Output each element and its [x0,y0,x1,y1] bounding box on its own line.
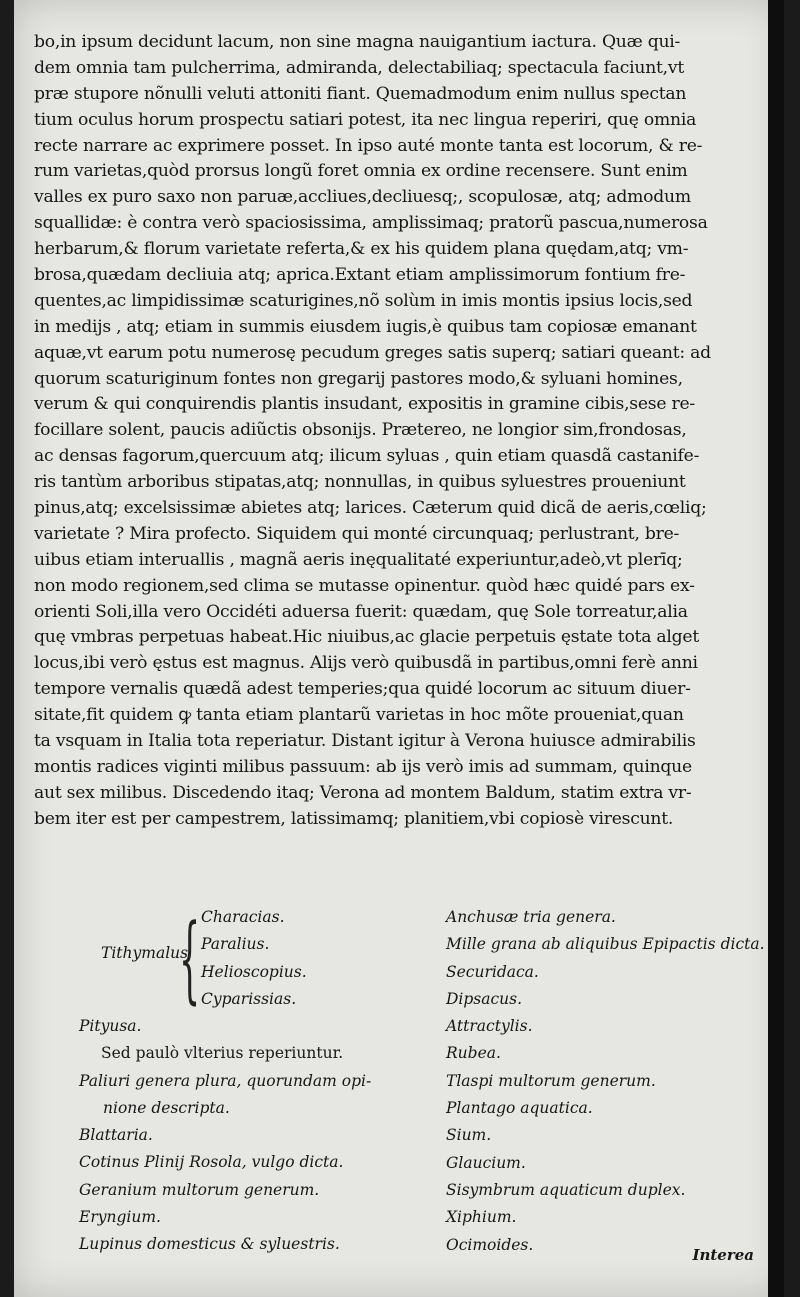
text-line: quę vmbras perpetuas habeat.Hic niuibus,ac glacie perpetuis ęstate tota alget [34,627,700,648]
list-item: Cotinus Plinij Rosola, vulgo dicta. [79,1153,344,1172]
list-item: Pityusa. [79,1017,142,1035]
text-line: uibus etiam interuallis , magnã aeris inęqualitaté experiuntur,adeò,vt plerīq; [34,549,683,570]
list-item: Paliuri genera plura, quorundam opi- [79,1071,372,1090]
text-line: rum varietas,quòd prorsus longũ foret omnia ex ordine recensere. Sunt enim [34,161,688,182]
list-item: Rubea. [446,1044,501,1063]
list-item: Plantago aquatica. [446,1099,593,1118]
text-line: ris tantùm arboribus stipatas,atq; nonnullas, in quibus syluestres proueniunt [34,472,686,493]
body-text [34,30,772,833]
text-line: ac densas fagorum,quercuum atq; ilicum syluas , quin etiam quasdã castanife- [34,446,700,467]
list-item: Helioscopius. [201,962,307,981]
list-item: Anchusæ tria genera. [446,908,616,926]
list-item: Geranium multorum generum. [79,1180,320,1199]
plant-list-right-column [446,904,776,1259]
text-line: verum & qui conquirendis plantis insudant, expositis in gramine cibis,sese re- [34,394,695,415]
list-item: Securidaca. [446,962,539,981]
text-line: non modo regionem,sed clima se mutasse opinentur. quòd hæc quidé pars ex- [34,575,695,596]
text-line: præ stupore nõnulli veluti attoniti fiant. Quemadmodum enim nullus spectan [34,83,687,104]
brace-label: Tithymalus [101,944,189,962]
text-line: in medijs , atq; etiam in summis eiusdem iugis,è quibus tam copiosæ emanant [34,316,697,337]
list-item: Sium. [446,1126,492,1145]
text-line: locus,ibi verò ęstus est magnus. Alijs verò quibusdã in partibus,omni ferè anni [34,653,698,674]
text-line: pinus,atq; excelsissimæ abietes atq; larices. Cæterum quid dicã de aeris,cœliq; [34,498,707,519]
list-item: Blattaria. [79,1126,153,1145]
text-line: sitate,fit quidem ꝙ tanta etiam plantarũ varietas in hoc mõte proueniat,quan [34,705,684,726]
list-item: Sisymbrum aquaticum duplex. [446,1180,686,1199]
list-item: Lupinus domesticus & syluestris. [79,1235,340,1254]
plant-list [34,904,772,1264]
text-line: ta vsquam in Italia tota reperiatur. Distant igitur à Verona huiusce admirabilis [34,731,696,752]
list-item-continuation: nione descripta. [103,1098,230,1117]
text-line: bem iter est per campestrem, latissimamq; planitiem,vbi copiosè virescunt. [34,808,674,829]
tithymalus-group [79,904,409,1013]
curly-brace-icon: { [179,904,201,1014]
list-item: Paralius. [201,935,270,954]
text-line: herbarum,& florum varietate referta,& ex his quidem plana quędam,atq; vm- [34,239,689,260]
list-item: Attractylis. [446,1017,533,1036]
list-item: Mille grana ab aliquibus Epipactis dicta. [446,935,765,954]
list-item: Xiphium. [446,1208,517,1227]
brace-items [201,904,307,1013]
list-item: Characias. [201,908,285,926]
list-item: Eryngium. [79,1208,161,1227]
text-line: focillare solent, paucis adiũctis obsonijs. Prætereo, ne longior sim,frondosas, [34,420,687,441]
text-line: aut sex milibus. Discedendo itaq; Verona ad montem Baldum, statim extra vr- [34,782,692,803]
list-item: Glaucium. [446,1153,526,1172]
text-line: varietate ? Mira profecto. Siquidem qui monté circunquaq; perlustrant, bre- [34,523,680,544]
text-line: valles ex puro saxo non paruæ,accliues,decliuesq;, scopulosæ, atq; admodum [34,187,691,208]
book-page [14,0,784,1297]
text-line: tempore vernalis quædã adest temperies;qua quidé locorum ac situum diuer- [34,679,691,700]
text-line: dem omnia tam pulcherrima, admiranda, delectabiliaq; spectacula faciunt,vt [34,57,685,78]
text-line: orienti Soli,illa vero Occidéti aduersa fuerit: quædam, quę Sole torreatur,alia [34,601,688,622]
list-item: Dipsacus. [446,989,523,1008]
text-line: montis radices viginti milibus passuum: ab ijs verò imis ad summam, quinque [34,756,692,777]
text-line: squallidæ: è contra verò spaciosissima, amplissimaq; pratorũ pascua,numerosa [34,213,708,234]
list-item: Tlaspi multorum generum. [446,1071,656,1090]
text-line: quorum scaturiginum fontes non gregarij pastores modo,& syluani homines, [34,368,683,389]
text-line: tium oculus horum prospectu satiari potest, ita nec lingua reperiri, quę omnia [34,109,697,130]
list-item: Cyparissias. [201,989,297,1008]
text-line: bo,in ipsum decidunt lacum, non sine magna nauigantium iactura. Quæ qui- [34,32,681,52]
plant-list-left-column [79,904,409,1259]
catchword: Interea [692,1246,754,1264]
text-line: quentes,ac limpidissimæ scaturigines,nõ solùm in imis montis ipsius locis,sed [34,290,693,311]
list-item: Ocimoides. [446,1235,534,1254]
text-line: aquæ,vt earum potu numerosę pecudum greges satis superq; satiari queant: ad [34,342,711,363]
section-note: Sed paulò vlterius reperiuntur. [101,1044,344,1063]
text-line: recte narrare ac exprimere posset. In ipso auté monte tanta est locorum, & re- [34,135,703,156]
text-line: brosa,quædam decliuia atq; aprica.Extant etiam amplissimorum fontium fre- [34,265,686,286]
